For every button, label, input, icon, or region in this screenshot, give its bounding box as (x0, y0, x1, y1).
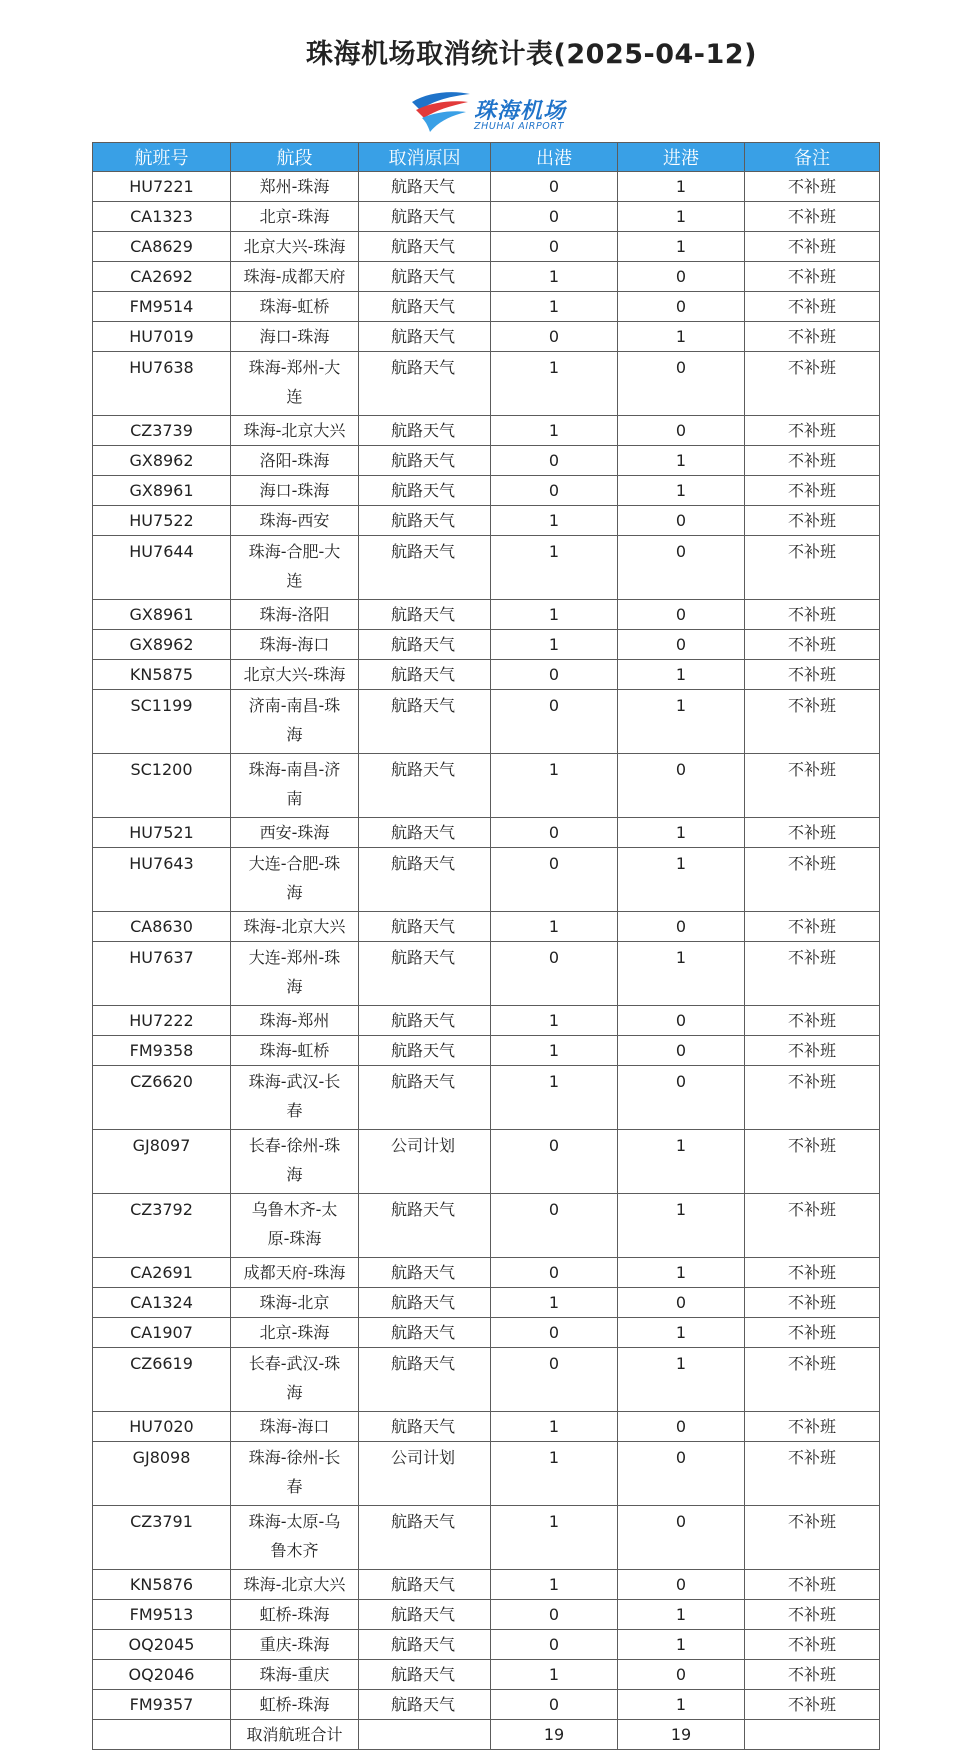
table-row (93, 446, 880, 476)
route-cell: 重庆-珠海 (231, 1630, 359, 1660)
flight-cell: HU7221 (93, 172, 231, 202)
flight-cell: CA8629 (93, 232, 231, 262)
departure-count-cell: 1 (491, 1036, 618, 1066)
flight-cell: SC1200 (93, 754, 231, 818)
reason-cell: 航路天气 (359, 1630, 491, 1660)
table-row (93, 630, 880, 660)
departure-count-cell: 1 (491, 912, 618, 942)
flight-cell: CA1324 (93, 1288, 231, 1318)
arrival-count-cell: 0 (618, 506, 745, 536)
reason-cell: 航路天气 (359, 630, 491, 660)
route-cell: 珠海-西安 (231, 506, 359, 536)
departure-count-cell: 0 (491, 476, 618, 506)
note-cell: 不补班 (745, 1348, 880, 1412)
note-cell: 不补班 (745, 1506, 880, 1570)
route-cell: 虹桥-珠海 (231, 1690, 359, 1720)
note-cell: 不补班 (745, 690, 880, 754)
table-row (93, 506, 880, 536)
table-row (93, 352, 880, 416)
route-cell: 北京-珠海 (231, 1318, 359, 1348)
note-cell: 不补班 (745, 476, 880, 506)
table-row (93, 1630, 880, 1660)
reason-cell: 航路天气 (359, 1066, 491, 1130)
table-row (93, 1690, 880, 1720)
flight-cell: HU7521 (93, 818, 231, 848)
arrival-count-cell: 0 (618, 600, 745, 630)
route-cell: 珠海-虹桥 (231, 1036, 359, 1066)
flight-cell: OQ2045 (93, 1630, 231, 1660)
reason-cell: 航路天气 (359, 1194, 491, 1258)
departure-count-cell: 1 (491, 352, 618, 416)
note-cell: 不补班 (745, 660, 880, 690)
reason-cell: 航路天气 (359, 1600, 491, 1630)
route-cell: 珠海-徐州-长春 (231, 1442, 359, 1506)
flight-cell: CA1907 (93, 1318, 231, 1348)
arrival-count-cell: 0 (618, 536, 745, 600)
reason-cell: 航路天气 (359, 818, 491, 848)
table-row (93, 1258, 880, 1288)
note-cell: 不补班 (745, 506, 880, 536)
flight-cell: HU7638 (93, 352, 231, 416)
note-cell: 不补班 (745, 262, 880, 292)
flight-cell: HU7637 (93, 942, 231, 1006)
route-cell: 珠海-北京大兴 (231, 416, 359, 446)
departure-count-cell: 1 (491, 416, 618, 446)
arrival-count-cell: 1 (618, 476, 745, 506)
table-row (93, 1412, 880, 1442)
departure-count-cell: 1 (491, 630, 618, 660)
arrival-count-cell: 1 (618, 848, 745, 912)
flight-cell: GJ8098 (93, 1442, 231, 1506)
reason-cell: 航路天气 (359, 1506, 491, 1570)
note-cell: 不补班 (745, 1288, 880, 1318)
note-cell: 不补班 (745, 912, 880, 942)
reason-cell: 航路天气 (359, 1570, 491, 1600)
flight-cell: GX8962 (93, 630, 231, 660)
route-cell: 虹桥-珠海 (231, 1600, 359, 1630)
route-cell: 大连-郑州-珠海 (231, 942, 359, 1006)
table-row (93, 1318, 880, 1348)
reason-cell: 航路天气 (359, 848, 491, 912)
total-empty-cell (745, 1720, 880, 1750)
table-row (93, 1288, 880, 1318)
route-cell: 珠海-南昌-济南 (231, 754, 359, 818)
flight-cell: CA1323 (93, 202, 231, 232)
note-cell: 不补班 (745, 848, 880, 912)
departure-count-cell: 1 (491, 1442, 618, 1506)
arrival-count-cell: 1 (618, 660, 745, 690)
table-row (93, 1348, 880, 1412)
reason-cell: 航路天气 (359, 690, 491, 754)
flight-cell: HU7020 (93, 1412, 231, 1442)
note-cell: 不补班 (745, 1570, 880, 1600)
departure-count-cell: 1 (491, 506, 618, 536)
table-row (93, 1660, 880, 1690)
departure-count-cell: 0 (491, 446, 618, 476)
route-cell: 北京大兴-珠海 (231, 232, 359, 262)
arrival-count-cell: 1 (618, 1600, 745, 1630)
arrival-count-cell: 0 (618, 1412, 745, 1442)
reason-cell: 航路天气 (359, 322, 491, 352)
arrival-count-cell: 1 (618, 818, 745, 848)
reason-cell: 航路天气 (359, 1412, 491, 1442)
route-cell: 北京大兴-珠海 (231, 660, 359, 690)
arrival-count-cell: 0 (618, 1442, 745, 1506)
reason-cell: 航路天气 (359, 172, 491, 202)
reason-cell: 航路天气 (359, 1036, 491, 1066)
note-cell: 不补班 (745, 1630, 880, 1660)
note-cell: 不补班 (745, 1412, 880, 1442)
note-cell: 不补班 (745, 1194, 880, 1258)
arrival-count-cell: 1 (618, 1194, 745, 1258)
arrival-count-cell: 1 (618, 942, 745, 1006)
departure-count-cell: 1 (491, 1288, 618, 1318)
arrival-count-cell: 0 (618, 1660, 745, 1690)
route-cell: 珠海-郑州-大连 (231, 352, 359, 416)
reason-cell: 航路天气 (359, 352, 491, 416)
flight-cell: KN5875 (93, 660, 231, 690)
note-cell: 不补班 (745, 202, 880, 232)
table-row (93, 1036, 880, 1066)
airport-logo (408, 84, 568, 140)
departure-count-cell: 0 (491, 1194, 618, 1258)
table-row (93, 1442, 880, 1506)
reason-cell: 航路天气 (359, 292, 491, 322)
flight-cell: HU7644 (93, 536, 231, 600)
departure-count-cell: 0 (491, 322, 618, 352)
table-row (93, 848, 880, 912)
note-cell: 不补班 (745, 942, 880, 1006)
departure-count-cell: 0 (491, 1318, 618, 1348)
flight-cell: GX8962 (93, 446, 231, 476)
flight-cell: CA8630 (93, 912, 231, 942)
route-cell: 珠海-海口 (231, 630, 359, 660)
route-cell: 珠海-成都天府 (231, 262, 359, 292)
reason-cell: 航路天气 (359, 446, 491, 476)
arrival-count-cell: 1 (618, 202, 745, 232)
route-cell: 成都天府-珠海 (231, 1258, 359, 1288)
route-cell: 北京-珠海 (231, 202, 359, 232)
departure-count-cell: 1 (491, 1412, 618, 1442)
total-arrival-cell: 19 (618, 1720, 745, 1750)
reason-cell: 航路天气 (359, 1660, 491, 1690)
arrival-count-cell: 1 (618, 1258, 745, 1288)
flight-cell: CA2692 (93, 262, 231, 292)
table-row (93, 1006, 880, 1036)
reason-cell: 航路天气 (359, 476, 491, 506)
departure-count-cell: 1 (491, 262, 618, 292)
table-row (93, 1600, 880, 1630)
header-route: 航段 (231, 143, 359, 172)
reason-cell: 航路天气 (359, 1318, 491, 1348)
departure-count-cell: 0 (491, 818, 618, 848)
reason-cell: 航路天气 (359, 1258, 491, 1288)
departure-count-cell: 1 (491, 600, 618, 630)
table-row (93, 912, 880, 942)
route-cell: 珠海-洛阳 (231, 600, 359, 630)
table-row (93, 1130, 880, 1194)
arrival-count-cell: 0 (618, 1288, 745, 1318)
departure-count-cell: 0 (491, 1348, 618, 1412)
header-note: 备注 (745, 143, 880, 172)
route-cell: 珠海-北京大兴 (231, 1570, 359, 1600)
table-row (93, 292, 880, 322)
note-cell: 不补班 (745, 416, 880, 446)
reason-cell: 公司计划 (359, 1442, 491, 1506)
route-cell: 大连-合肥-珠海 (231, 848, 359, 912)
total-departure-cell: 19 (491, 1720, 618, 1750)
flight-cell: CZ3791 (93, 1506, 231, 1570)
table-row (93, 600, 880, 630)
arrival-count-cell: 0 (618, 262, 745, 292)
departure-count-cell: 1 (491, 1066, 618, 1130)
reason-cell: 公司计划 (359, 1130, 491, 1194)
note-cell: 不补班 (745, 754, 880, 818)
route-cell: 长春-武汉-珠海 (231, 1348, 359, 1412)
reason-cell: 航路天气 (359, 536, 491, 600)
flight-cell: GX8961 (93, 600, 231, 630)
note-cell: 不补班 (745, 446, 880, 476)
reason-cell: 航路天气 (359, 660, 491, 690)
departure-count-cell: 1 (491, 1006, 618, 1036)
reason-cell: 航路天气 (359, 1348, 491, 1412)
route-cell: 珠海-重庆 (231, 1660, 359, 1690)
route-cell: 珠海-武汉-长春 (231, 1066, 359, 1130)
arrival-count-cell: 1 (618, 232, 745, 262)
departure-count-cell: 0 (491, 660, 618, 690)
departure-count-cell: 0 (491, 1258, 618, 1288)
reason-cell: 航路天气 (359, 232, 491, 262)
table-row (93, 1570, 880, 1600)
header-departure: 出港 (491, 143, 618, 172)
note-cell: 不补班 (745, 630, 880, 660)
flight-cell: SC1199 (93, 690, 231, 754)
route-cell: 西安-珠海 (231, 818, 359, 848)
route-cell: 郑州-珠海 (231, 172, 359, 202)
flight-cell: CZ3792 (93, 1194, 231, 1258)
logo-text-en: ZHUHAI AIRPORT (474, 121, 564, 132)
table-row (93, 536, 880, 600)
table-row (93, 690, 880, 754)
arrival-count-cell: 1 (618, 1318, 745, 1348)
flight-cell: HU7522 (93, 506, 231, 536)
arrival-count-cell: 1 (618, 690, 745, 754)
logo-text-cn: 珠海机场 (474, 99, 567, 124)
departure-count-cell: 0 (491, 848, 618, 912)
flight-cell: HU7019 (93, 322, 231, 352)
departure-count-cell: 1 (491, 536, 618, 600)
route-cell: 珠海-合肥-大连 (231, 536, 359, 600)
route-cell: 珠海-海口 (231, 1412, 359, 1442)
note-cell: 不补班 (745, 1066, 880, 1130)
note-cell: 不补班 (745, 1130, 880, 1194)
note-cell: 不补班 (745, 172, 880, 202)
note-cell: 不补班 (745, 536, 880, 600)
departure-count-cell: 0 (491, 1630, 618, 1660)
route-cell: 洛阳-珠海 (231, 446, 359, 476)
departure-count-cell: 0 (491, 172, 618, 202)
flight-cell: FM9357 (93, 1690, 231, 1720)
arrival-count-cell: 0 (618, 416, 745, 446)
departure-count-cell: 1 (491, 754, 618, 818)
arrival-count-cell: 1 (618, 1130, 745, 1194)
total-label-cell: 取消航班合计 (231, 1720, 359, 1750)
flight-cell: OQ2046 (93, 1660, 231, 1690)
note-cell: 不补班 (745, 1318, 880, 1348)
note-cell: 不补班 (745, 322, 880, 352)
note-cell: 不补班 (745, 600, 880, 630)
flight-cell: CZ3739 (93, 416, 231, 446)
header-flight: 航班号 (93, 143, 231, 172)
table-row (93, 942, 880, 1006)
departure-count-cell: 0 (491, 1130, 618, 1194)
departure-count-cell: 1 (491, 1506, 618, 1570)
note-cell: 不补班 (745, 1036, 880, 1066)
arrival-count-cell: 0 (618, 754, 745, 818)
reason-cell: 航路天气 (359, 1006, 491, 1036)
table-row (93, 232, 880, 262)
arrival-count-cell: 1 (618, 322, 745, 352)
header-reason: 取消原因 (359, 143, 491, 172)
reason-cell: 航路天气 (359, 416, 491, 446)
arrival-count-cell: 1 (618, 446, 745, 476)
table-row (93, 476, 880, 506)
reason-cell: 航路天气 (359, 262, 491, 292)
arrival-count-cell: 0 (618, 1036, 745, 1066)
note-cell: 不补班 (745, 1690, 880, 1720)
reason-cell: 航路天气 (359, 506, 491, 536)
total-row (93, 1720, 880, 1750)
note-cell: 不补班 (745, 352, 880, 416)
departure-count-cell: 1 (491, 1570, 618, 1600)
note-cell: 不补班 (745, 1660, 880, 1690)
table-row (93, 172, 880, 202)
table-header-row (93, 143, 880, 172)
flight-cell: GJ8097 (93, 1130, 231, 1194)
flight-cell: FM9358 (93, 1036, 231, 1066)
route-cell: 珠海-虹桥 (231, 292, 359, 322)
departure-count-cell: 1 (491, 1660, 618, 1690)
flight-cell: KN5876 (93, 1570, 231, 1600)
airport-logo-icon (408, 88, 474, 134)
table-row (93, 818, 880, 848)
route-cell: 珠海-北京大兴 (231, 912, 359, 942)
table-row (93, 202, 880, 232)
flight-cell: HU7643 (93, 848, 231, 912)
flight-cell: CA2691 (93, 1258, 231, 1288)
route-cell: 乌鲁木齐-太原-珠海 (231, 1194, 359, 1258)
route-cell: 海口-珠海 (231, 476, 359, 506)
note-cell: 不补班 (745, 818, 880, 848)
departure-count-cell: 0 (491, 942, 618, 1006)
note-cell: 不补班 (745, 1600, 880, 1630)
table-row (93, 1066, 880, 1130)
note-cell: 不补班 (745, 1006, 880, 1036)
route-cell: 长春-徐州-珠海 (231, 1130, 359, 1194)
flight-cell: FM9513 (93, 1600, 231, 1630)
header-arrival: 进港 (618, 143, 745, 172)
arrival-count-cell: 0 (618, 912, 745, 942)
departure-count-cell: 1 (491, 292, 618, 322)
flight-cell: HU7222 (93, 1006, 231, 1036)
reason-cell: 航路天气 (359, 754, 491, 818)
total-empty-cell (359, 1720, 491, 1750)
arrival-count-cell: 0 (618, 1570, 745, 1600)
arrival-count-cell: 0 (618, 1006, 745, 1036)
table-row (93, 322, 880, 352)
departure-count-cell: 0 (491, 690, 618, 754)
reason-cell: 航路天气 (359, 1288, 491, 1318)
table-row (93, 754, 880, 818)
cancellation-table (92, 142, 880, 1750)
arrival-count-cell: 0 (618, 1506, 745, 1570)
arrival-count-cell: 1 (618, 172, 745, 202)
reason-cell: 航路天气 (359, 942, 491, 1006)
page-title: 珠海机场取消统计表(2025-04-12) (306, 39, 757, 70)
reason-cell: 航路天气 (359, 202, 491, 232)
departure-count-cell: 0 (491, 232, 618, 262)
flight-cell: GX8961 (93, 476, 231, 506)
note-cell: 不补班 (745, 1442, 880, 1506)
flight-cell: FM9514 (93, 292, 231, 322)
table-row (93, 262, 880, 292)
table-row (93, 660, 880, 690)
total-empty-cell (93, 1720, 231, 1750)
arrival-count-cell: 1 (618, 1348, 745, 1412)
table-row (93, 416, 880, 446)
note-cell: 不补班 (745, 232, 880, 262)
departure-count-cell: 0 (491, 202, 618, 232)
note-cell: 不补班 (745, 292, 880, 322)
arrival-count-cell: 0 (618, 352, 745, 416)
arrival-count-cell: 1 (618, 1630, 745, 1660)
arrival-count-cell: 0 (618, 630, 745, 660)
departure-count-cell: 0 (491, 1690, 618, 1720)
route-cell: 济南-南昌-珠海 (231, 690, 359, 754)
note-cell: 不补班 (745, 1258, 880, 1288)
reason-cell: 航路天气 (359, 1690, 491, 1720)
table-row (93, 1194, 880, 1258)
flight-cell: CZ6620 (93, 1066, 231, 1130)
departure-count-cell: 0 (491, 1600, 618, 1630)
route-cell: 珠海-北京 (231, 1288, 359, 1318)
route-cell: 海口-珠海 (231, 322, 359, 352)
arrival-count-cell: 0 (618, 1066, 745, 1130)
reason-cell: 航路天气 (359, 912, 491, 942)
route-cell: 珠海-郑州 (231, 1006, 359, 1036)
flight-cell: CZ6619 (93, 1348, 231, 1412)
arrival-count-cell: 1 (618, 1690, 745, 1720)
route-cell: 珠海-太原-乌鲁木齐 (231, 1506, 359, 1570)
table-row (93, 1506, 880, 1570)
arrival-count-cell: 0 (618, 292, 745, 322)
reason-cell: 航路天气 (359, 600, 491, 630)
